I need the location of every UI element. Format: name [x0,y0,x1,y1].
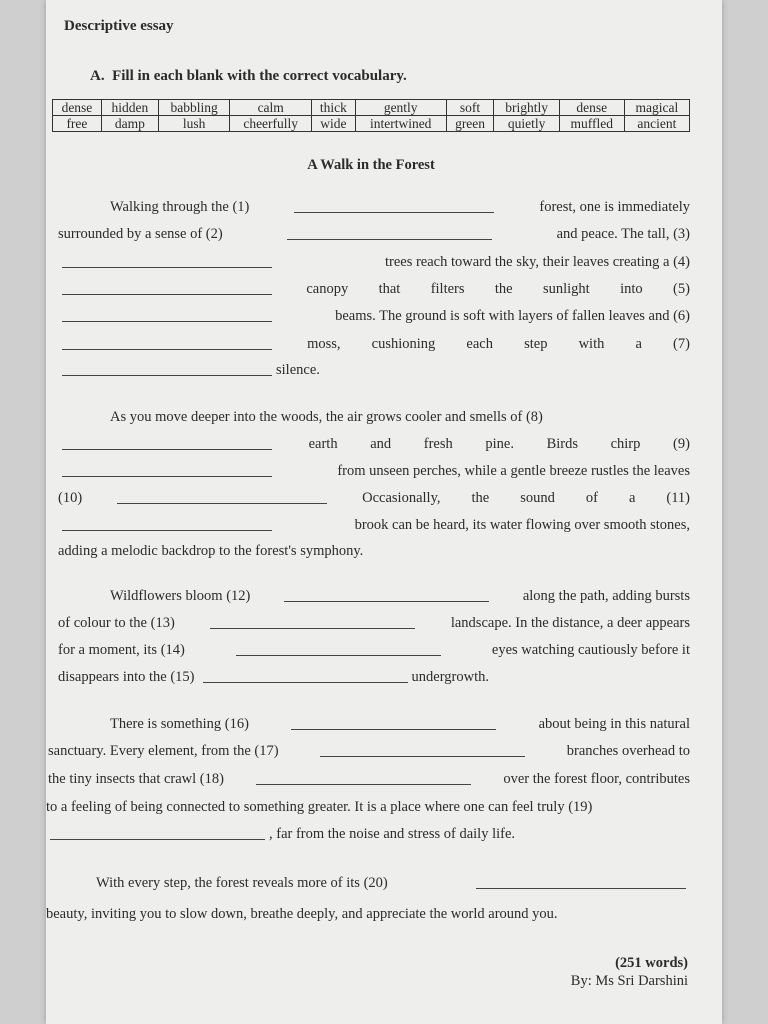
text-segment: to a feeling of being connected to something greater. It is a place where one can feel truly (19) [46,799,593,815]
vocab-cell: soft [446,100,494,116]
text-line [48,766,690,788]
blank-10[interactable] [117,489,327,504]
text-line [58,276,690,298]
text-segment: from unseen perches, while a gentle breeze rustles the leaves [337,463,690,479]
story-title: A Walk in the Forest [307,157,435,173]
vocab-cell: wide [312,116,356,132]
vocab-cell: gently [355,100,446,116]
text-line [58,431,690,453]
word-count: (251 words) [615,955,688,971]
text-line [58,458,690,480]
text-line [58,331,690,353]
text-segment: silence. [276,362,320,378]
vocab-cell: brightly [494,100,559,116]
text-line [58,357,690,379]
vocabulary-table [52,99,690,132]
text-line [96,870,690,892]
word: (10) [58,490,83,506]
blank-3[interactable] [62,253,272,268]
vocab-cell: magical [624,100,689,116]
text-segment: adding a melodic backdrop to the forest's symphony. [58,543,364,559]
text-segment: undergrowth. [411,669,489,685]
word: cushioning [371,336,436,352]
word: earth [308,436,338,452]
text-segment: As you move deeper into the woods, the air grows cooler and smells of (8) [110,409,543,425]
text-line [58,637,690,659]
text-segment: branches overhead to [566,743,690,759]
text-segment: , far from the noise and stress of daily life. [269,826,516,842]
vocab-cell: muffled [559,116,624,132]
word: the [494,281,513,297]
text-segment: Walking through the (1) [110,199,250,215]
text-segment: beauty, inviting you to slow down, breathe deeply, and appreciate the world around you. [46,906,558,922]
vocab-cell: intertwined [355,116,446,132]
vocab-cell: thick [312,100,356,116]
text-segment: the tiny insects that crawl (18) [48,771,224,787]
word: filters [430,281,465,297]
vocab-cell: ancient [624,116,689,132]
word: (5) [672,281,690,297]
text-segment: eyes watching cautiously before it [491,642,690,658]
vocab-cell: babbling [158,100,229,116]
vocab-cell: green [446,116,494,132]
blank-16[interactable] [291,715,496,730]
vocab-cell: hidden [101,100,158,116]
vocab-cell: lush [158,116,229,132]
text-segment: of colour to the (13) [58,615,175,631]
word: each [466,336,493,352]
word: that [378,281,401,297]
text-segment: beams. The ground is soft with layers of fallen leaves and (6) [335,308,690,324]
vocab-cell: calm [230,100,312,116]
text-segment: for a moment, its (14) [58,642,185,658]
text-line [46,821,690,843]
blank-5[interactable] [62,307,272,322]
text-segment: surrounded by a sense of (2) [58,226,223,242]
text-segment: brook can be heard, its water flowing over smooth stones, [354,517,690,533]
word: sunlight [542,281,590,297]
word: a [635,336,642,352]
text-line [58,249,690,271]
text-line [58,512,690,534]
text-line [58,221,690,243]
word: (7) [673,336,690,352]
text-line [46,794,690,816]
worksheet-page [46,0,722,1024]
word: fresh [423,436,453,452]
blank-17[interactable] [320,742,525,757]
word: a [628,490,636,506]
word: step [524,336,548,352]
word: into [620,281,643,297]
word: sound [520,490,555,506]
word: pine. [485,436,514,452]
text-line [110,583,690,605]
text-line [58,485,690,507]
text-line [110,194,690,216]
blank-1[interactable] [294,198,494,213]
author-credit: By: Ms Sri Darshini [570,973,688,989]
blank-18[interactable] [256,770,471,785]
page-title: Descriptive essay [64,18,174,34]
word: and [370,436,392,452]
blank-6[interactable] [62,335,272,350]
word: moss, [307,336,341,352]
text-line [48,738,690,760]
blank-11[interactable] [62,516,272,531]
text-segment: about being in this natural [538,716,690,732]
vocab-cell: free [53,116,102,132]
text-line [110,404,690,426]
text-segment: forest, one is immediately [539,199,690,215]
word: the [471,490,490,506]
word: (11) [666,490,690,506]
instruction-heading: A. Fill in each blank with the correct vocabulary. [90,68,407,84]
blank-19[interactable] [50,825,265,840]
text-segment: sanctuary. Every element, from the (17) [48,743,279,759]
text-segment: landscape. In the distance, a deer appears [450,615,690,631]
text-line [110,711,690,733]
text-line [58,610,690,632]
blank-9[interactable] [62,462,272,477]
text-line [58,664,690,686]
word: (9) [673,436,690,452]
text-segment: disappears into the (15) [58,669,195,685]
word: canopy [306,281,349,297]
text-segment: Wildflowers bloom (12) [110,588,251,604]
vocab-row [53,116,690,132]
text-segment: over the forest floor, contributes [503,771,690,787]
word: Occasionally, [362,490,441,506]
vocab-cell: quietly [494,116,559,132]
vocab-cell: damp [101,116,158,132]
blank-7[interactable] [62,361,272,376]
blank-2[interactable] [287,225,492,240]
blank-20[interactable] [476,874,686,889]
vocab-row [53,100,690,116]
blank-14[interactable] [236,641,441,656]
blank-12[interactable] [284,587,489,602]
vocab-cell: cheerfully [230,116,312,132]
text-line [58,303,690,325]
word: Birds [546,436,578,452]
text-line [58,538,690,560]
word: with [578,336,605,352]
blank-13[interactable] [210,614,415,629]
word: of [585,490,598,506]
text-segment: There is something (16) [110,716,249,732]
text-segment: and peace. The tall, (3) [556,226,690,242]
text-segment: With every step, the forest reveals more of its (20) [96,875,388,891]
blank-8[interactable] [62,435,272,450]
vocab-cell: dense [53,100,102,116]
text-segment: trees reach toward the sky, their leaves creating a (4) [384,254,690,270]
text-line [46,901,690,923]
word: chirp [610,436,641,452]
text-segment: along the path, adding bursts [522,588,690,604]
vocab-cell: dense [559,100,624,116]
blank-15[interactable] [203,668,408,683]
blank-4[interactable] [62,280,272,295]
